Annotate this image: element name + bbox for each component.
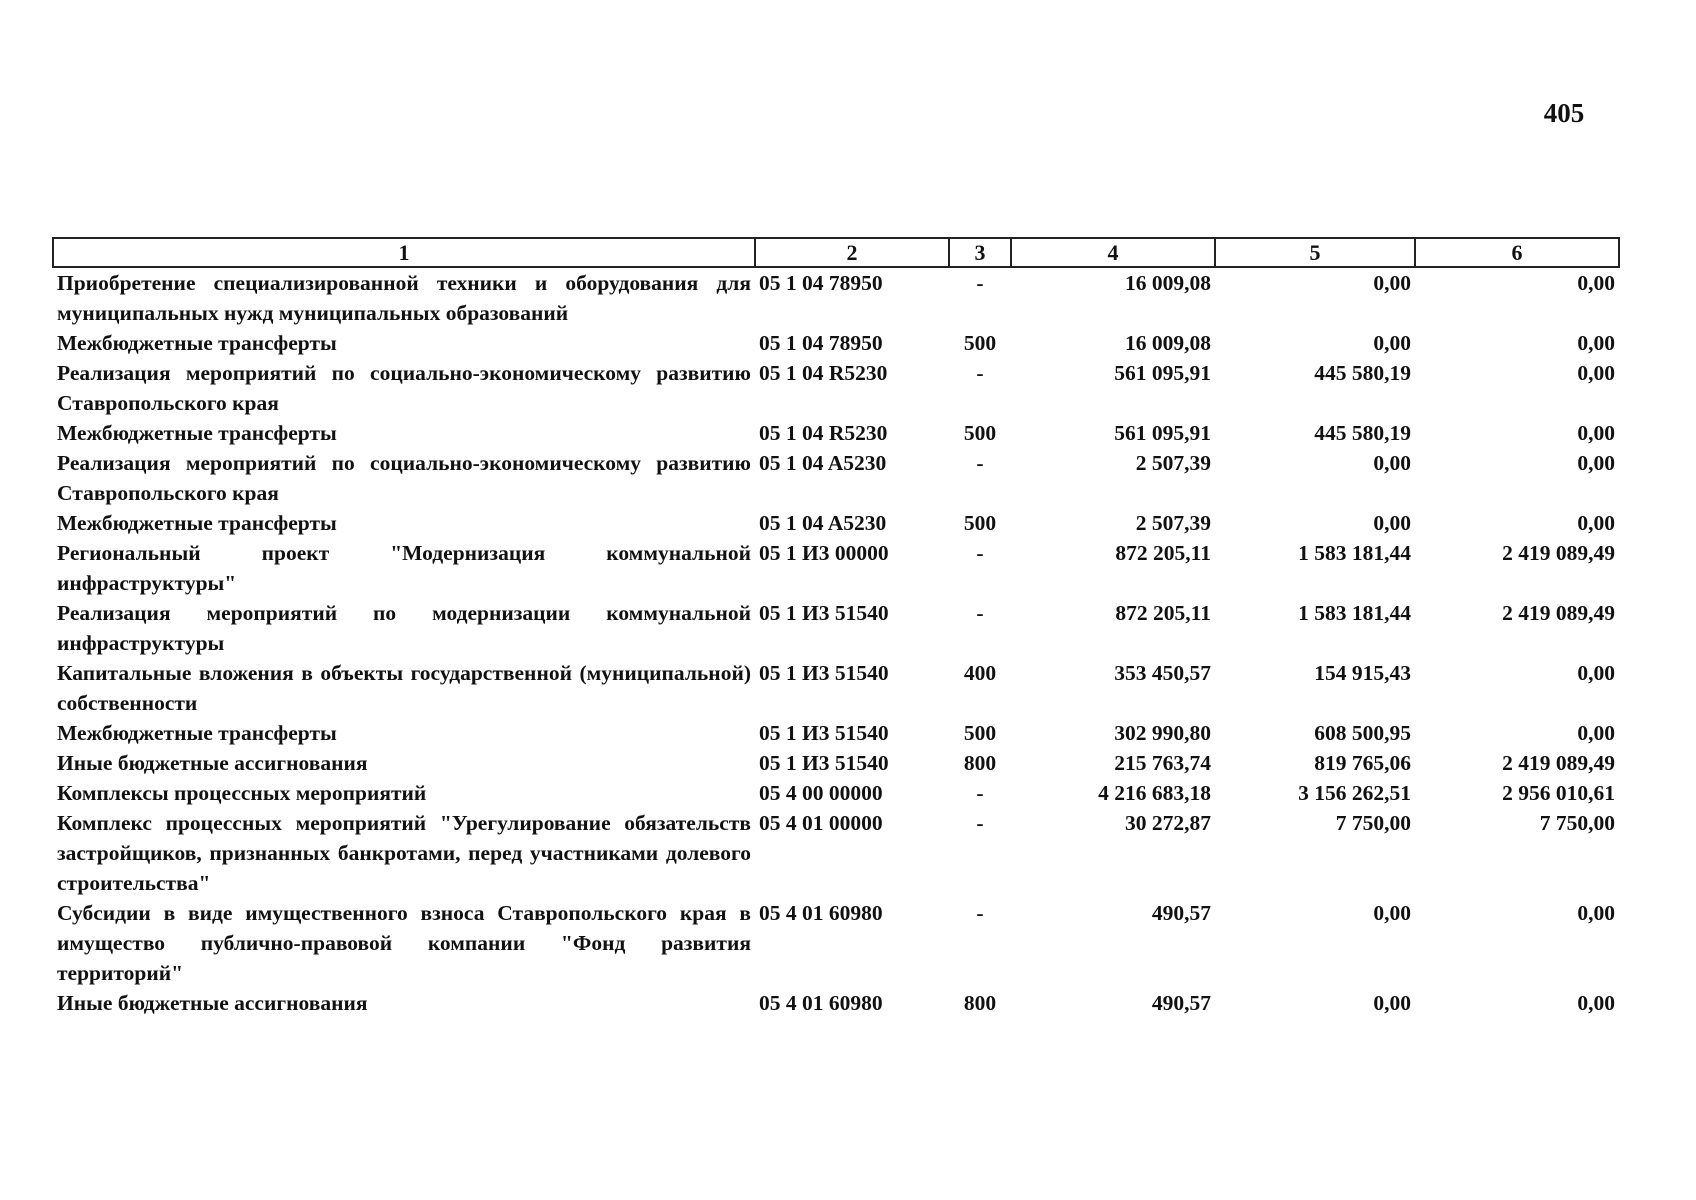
budget-table — [52, 237, 1620, 1018]
row-sum-1: 353 450,57 — [1114, 661, 1211, 685]
row-expense-type: - — [976, 541, 984, 565]
row-sum-2: 608 500,95 — [1314, 721, 1411, 745]
row-sum-2: 819 765,06 — [1314, 751, 1411, 775]
table-row — [53, 267, 1619, 328]
row-code: 05 1 И3 51540 — [759, 661, 889, 685]
row-name: Приобретение специализированной техники и оборудования для муниципальных нужд муниципальных образований — [57, 271, 751, 325]
row-code: 05 4 01 00000 — [759, 811, 883, 835]
page-number: 405 — [1543, 98, 1585, 128]
row-sum-2: 1 583 181,44 — [1298, 541, 1411, 565]
row-code: 05 1 И3 00000 — [759, 541, 889, 565]
row-sum-3: 2 956 010,61 — [1502, 781, 1615, 805]
row-name: Иные бюджетные ассигнования — [57, 751, 368, 775]
row-expense-type: 500 — [963, 331, 997, 355]
row-sum-3: 0,00 — [1577, 901, 1615, 925]
row-name: Межбюджетные трансферты — [57, 331, 337, 355]
row-sum-2: 0,00 — [1373, 901, 1411, 925]
table-header — [53, 238, 1619, 267]
row-expense-type: 500 — [963, 721, 997, 745]
row-name: Комплексы процессных мероприятий — [57, 781, 427, 805]
row-sum-3: 0,00 — [1577, 421, 1615, 445]
table-row — [53, 658, 1619, 718]
table-row — [53, 508, 1619, 538]
row-sum-1: 2 507,39 — [1135, 511, 1211, 535]
table-row — [53, 778, 1619, 808]
row-sum-3: 0,00 — [1577, 331, 1615, 355]
row-sum-2: 1 583 181,44 — [1298, 601, 1411, 625]
row-sum-1: 561 095,91 — [1114, 361, 1211, 385]
header-cell-2: 2 — [755, 238, 949, 267]
row-name: Субсидии в виде имущественного взноса Ставропольского края в имущество публично-правовой компании "Фонд развития территорий" — [57, 901, 751, 985]
row-name: Реализация мероприятий по социально-экономическому развитию Ставропольского края — [57, 451, 751, 505]
row-expense-type: 500 — [963, 511, 997, 535]
row-expense-type: 400 — [963, 661, 997, 685]
table-row — [53, 598, 1619, 658]
row-sum-3: 7 750,00 — [1539, 811, 1615, 835]
row-sum-1: 490,57 — [1151, 901, 1211, 925]
row-sum-2: 0,00 — [1373, 451, 1411, 475]
row-name: Межбюджетные трансферты — [57, 721, 337, 745]
row-name: Реализация мероприятий по социально-экономическому развитию Ставропольского края — [57, 361, 751, 415]
row-sum-1: 872 205,11 — [1115, 601, 1211, 625]
row-sum-1: 16 009,08 — [1125, 331, 1211, 355]
row-sum-3: 0,00 — [1577, 661, 1615, 685]
row-code: 05 1 04 A5230 — [759, 511, 887, 535]
row-name: Комплекс процессных мероприятий "Урегулирование обязательств застройщиков, признанных банкротами, перед участниками долевого строительства" — [57, 811, 751, 895]
row-name: Реализация мероприятий по модернизации коммунальной инфраструктуры — [57, 601, 751, 655]
row-sum-3: 0,00 — [1577, 451, 1615, 475]
row-expense-type: - — [976, 901, 984, 925]
row-name: Межбюджетные трансферты — [57, 511, 337, 535]
row-sum-3: 0,00 — [1577, 511, 1615, 535]
row-sum-2: 3 156 262,51 — [1298, 781, 1411, 805]
table-row — [53, 328, 1619, 358]
row-code: 05 4 01 60980 — [759, 991, 883, 1015]
row-expense-type: 800 — [963, 991, 997, 1015]
header-cell-1: 1 — [53, 238, 755, 267]
table-row — [53, 358, 1619, 418]
row-name: Межбюджетные трансферты — [57, 421, 337, 445]
table-row — [53, 538, 1619, 598]
row-expense-type: - — [976, 451, 984, 475]
table-row — [53, 898, 1619, 988]
header-cell-6: 6 — [1415, 238, 1619, 267]
row-sum-3: 0,00 — [1577, 271, 1615, 295]
row-sum-1: 30 272,87 — [1125, 811, 1211, 835]
row-sum-2: 0,00 — [1373, 511, 1411, 535]
table-row — [53, 718, 1619, 748]
header-row — [53, 238, 1619, 267]
row-sum-2: 0,00 — [1373, 331, 1411, 355]
row-expense-type: - — [976, 361, 984, 385]
table-body — [53, 267, 1619, 1018]
row-sum-3: 2 419 089,49 — [1502, 541, 1615, 565]
row-sum-1: 16 009,08 — [1125, 271, 1211, 295]
row-code: 05 4 00 00000 — [759, 781, 883, 805]
row-sum-2: 445 580,19 — [1314, 421, 1411, 445]
row-code: 05 1 04 78950 — [759, 331, 883, 355]
row-sum-2: 445 580,19 — [1314, 361, 1411, 385]
table-row — [53, 448, 1619, 508]
row-expense-type: - — [976, 811, 984, 835]
row-sum-2: 7 750,00 — [1335, 811, 1411, 835]
row-sum-1: 302 990,80 — [1114, 721, 1211, 745]
row-code: 05 4 01 60980 — [759, 901, 883, 925]
row-expense-type: 500 — [963, 421, 997, 445]
row-sum-3: 0,00 — [1577, 991, 1615, 1015]
table-row — [53, 988, 1619, 1018]
row-code: 05 1 04 R5230 — [759, 421, 888, 445]
row-sum-3: 0,00 — [1577, 721, 1615, 745]
header-cell-3: 3 — [949, 238, 1011, 267]
row-code: 05 1 И3 51540 — [759, 721, 889, 745]
row-sum-2: 154 915,43 — [1314, 661, 1411, 685]
row-sum-1: 4 216 683,18 — [1098, 781, 1211, 805]
row-code: 05 1 И3 51540 — [759, 751, 889, 775]
header-cell-5: 5 — [1215, 238, 1415, 267]
row-name: Региональный проект "Модернизация коммунальной инфраструктуры" — [57, 541, 751, 595]
header-cell-4: 4 — [1011, 238, 1215, 267]
row-expense-type: - — [976, 781, 984, 805]
row-sum-3: 2 419 089,49 — [1502, 751, 1615, 775]
row-sum-2: 0,00 — [1373, 271, 1411, 295]
row-sum-3: 2 419 089,49 — [1502, 601, 1615, 625]
row-name: Иные бюджетные ассигнования — [57, 991, 368, 1015]
row-code: 05 1 И3 51540 — [759, 601, 889, 625]
row-sum-1: 872 205,11 — [1115, 541, 1211, 565]
table-row — [53, 808, 1619, 898]
row-sum-1: 561 095,91 — [1114, 421, 1211, 445]
row-name: Капитальные вложения в объекты государственной (муниципальной) собственности — [57, 661, 751, 715]
row-sum-1: 490,57 — [1151, 991, 1211, 1015]
row-sum-3: 0,00 — [1577, 361, 1615, 385]
row-expense-type: - — [976, 271, 984, 295]
row-expense-type: - — [976, 601, 984, 625]
row-sum-1: 215 763,74 — [1114, 751, 1211, 775]
table-row — [53, 418, 1619, 448]
row-code: 05 1 04 R5230 — [759, 361, 888, 385]
row-code: 05 1 04 78950 — [759, 271, 883, 295]
row-sum-2: 0,00 — [1373, 991, 1411, 1015]
row-expense-type: 800 — [963, 751, 997, 775]
table-row — [53, 748, 1619, 778]
row-code: 05 1 04 A5230 — [759, 451, 887, 475]
row-sum-1: 2 507,39 — [1135, 451, 1211, 475]
